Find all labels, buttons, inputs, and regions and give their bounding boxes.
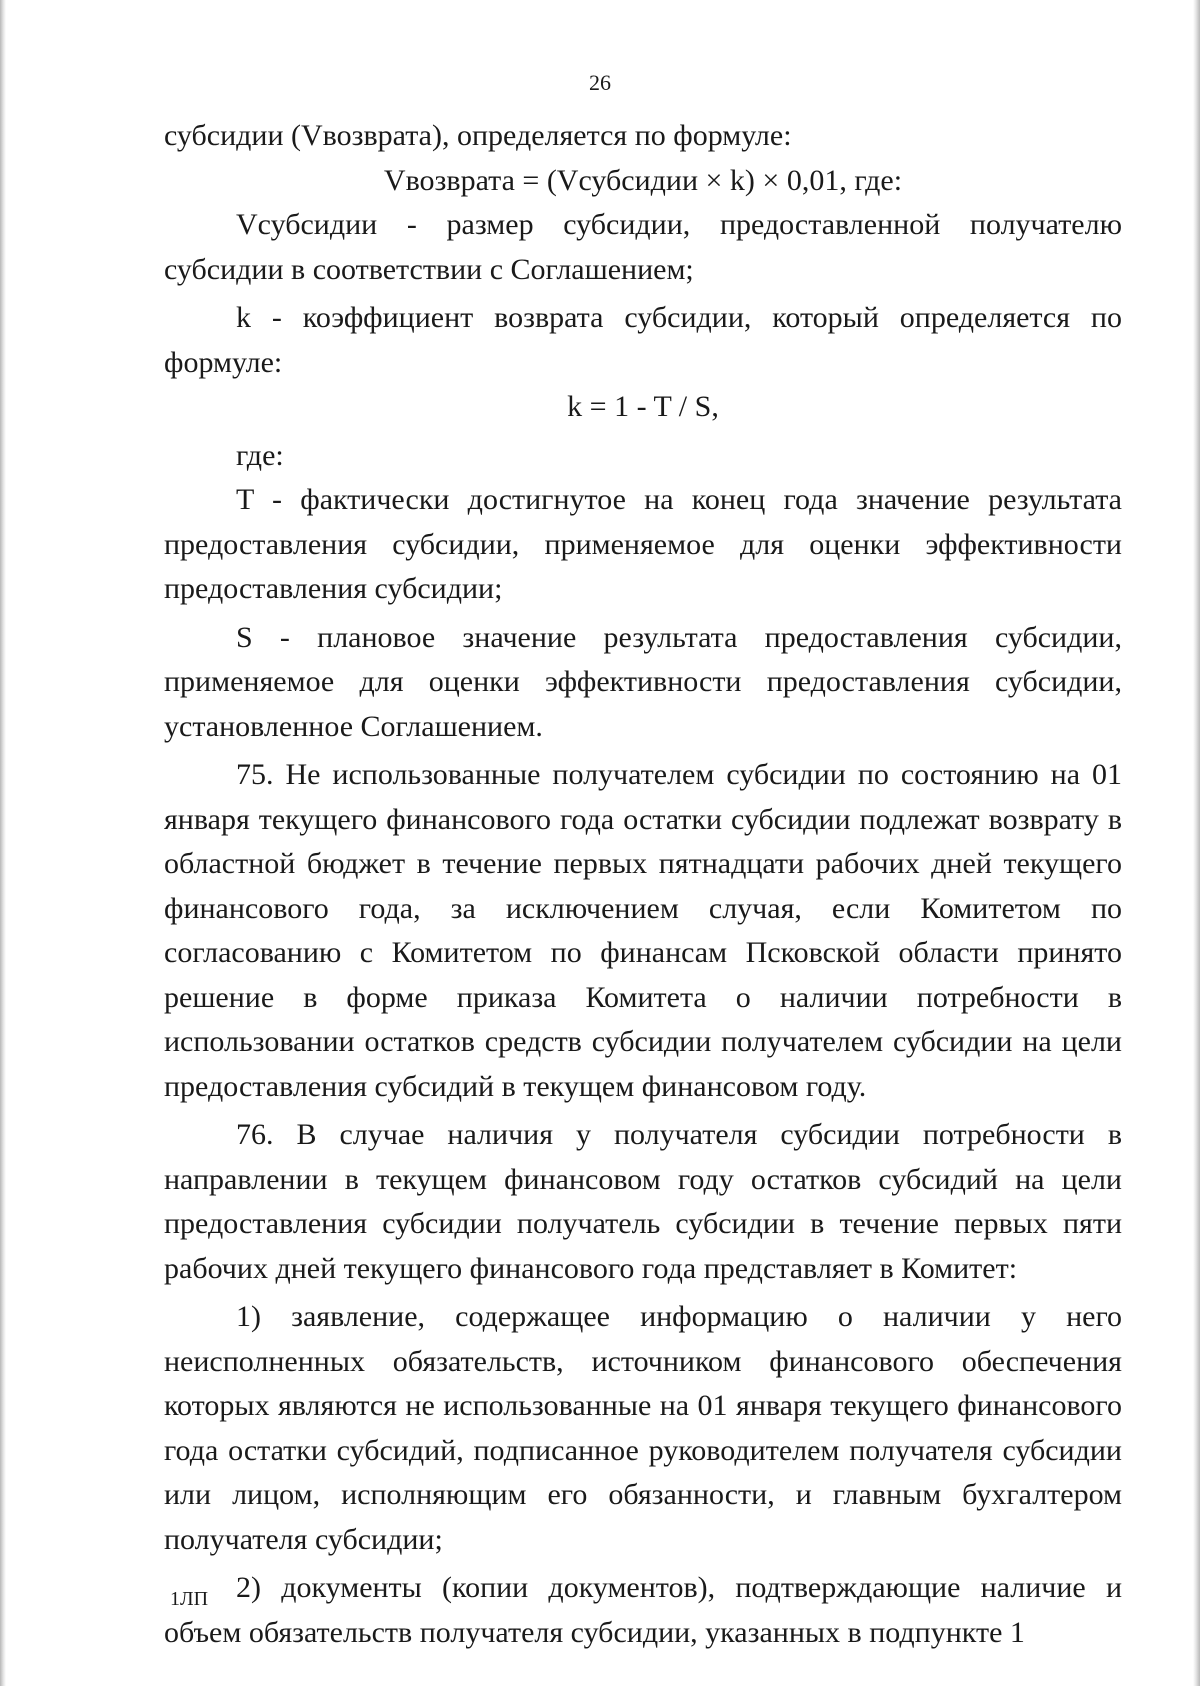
scan-edge-left	[0, 0, 6, 1686]
footer-code: 1ЛП	[170, 1588, 209, 1610]
page-number: 26	[589, 70, 611, 95]
document-body	[164, 114, 1122, 1655]
paragraph-item-2: 2) документы (копии документов), подтверждающие наличие и объем обязательств получателя субсидии, указанных в подпункте 1	[164, 1571, 1122, 1649]
paragraph-s-definition: S - плановое значение результата предоставления субсидии, применяемое для оценки эффективности предоставления субсидии, установленное Соглашением.	[164, 620, 1122, 743]
paragraph-75: 75. Не использованные получателем субсидии по состоянию на 01 января текущего финансового года остатки субсидии подлежат возврату в областной бюджет в течение первых пятнадцати рабочих дней текущего финансового года, за исключением случая, если Комитетом по согласованию с Комитетом по финансам Псковской области принято решение в форме приказа Комитета о наличии потребности в использовании остатков средств субсидии получателем субсидии на цели предоставления субсидий в текущем финансовом году.	[164, 758, 1122, 1103]
formula-refund: Vвозврата = (Vсубсидии × k) × 0,01, где:	[383, 163, 903, 197]
scan-edge-right	[1193, 0, 1200, 1686]
paragraph-intro: субсидии (Vвозврата), определяется по формуле:	[164, 119, 792, 152]
paragraph-where: где:	[236, 438, 284, 472]
paragraph-k-definition: k - коэффициент возврата субсидии, который определяется по формуле:	[164, 301, 1122, 379]
paragraph-76: 76. В случае наличия у получателя субсидии потребности в направлении в текущем финансовом году остатков субсидий на цели предоставления субсидии получатель субсидии в течение первых пяти рабочих дней текущего финансового года представляет в Комитет:	[164, 1118, 1122, 1285]
paragraph-t-definition: T - фактически достигнутое на конец года значение результата предоставления субсидии, применяемое для оценки эффективности предоставления субсидии;	[164, 483, 1122, 605]
paragraph-item-1: 1) заявление, содержащее информацию о наличии у него неисполненных обязательств, источником финансового обеспечения которых являются не использованные на 01 января текущего финансового года остатки субсидий, подписанное руководителем получателя субсидии или лицом, исполняющим его обязанности, и главным бухгалтером получателя субсидии;	[164, 1300, 1122, 1556]
paragraph-vsubsidy-definition: Vсубсидии - размер субсидии, предоставленной получателю субсидии в соответствии с Соглашением;	[164, 208, 1122, 286]
formula-k: k = 1 - T / S,	[567, 390, 719, 423]
